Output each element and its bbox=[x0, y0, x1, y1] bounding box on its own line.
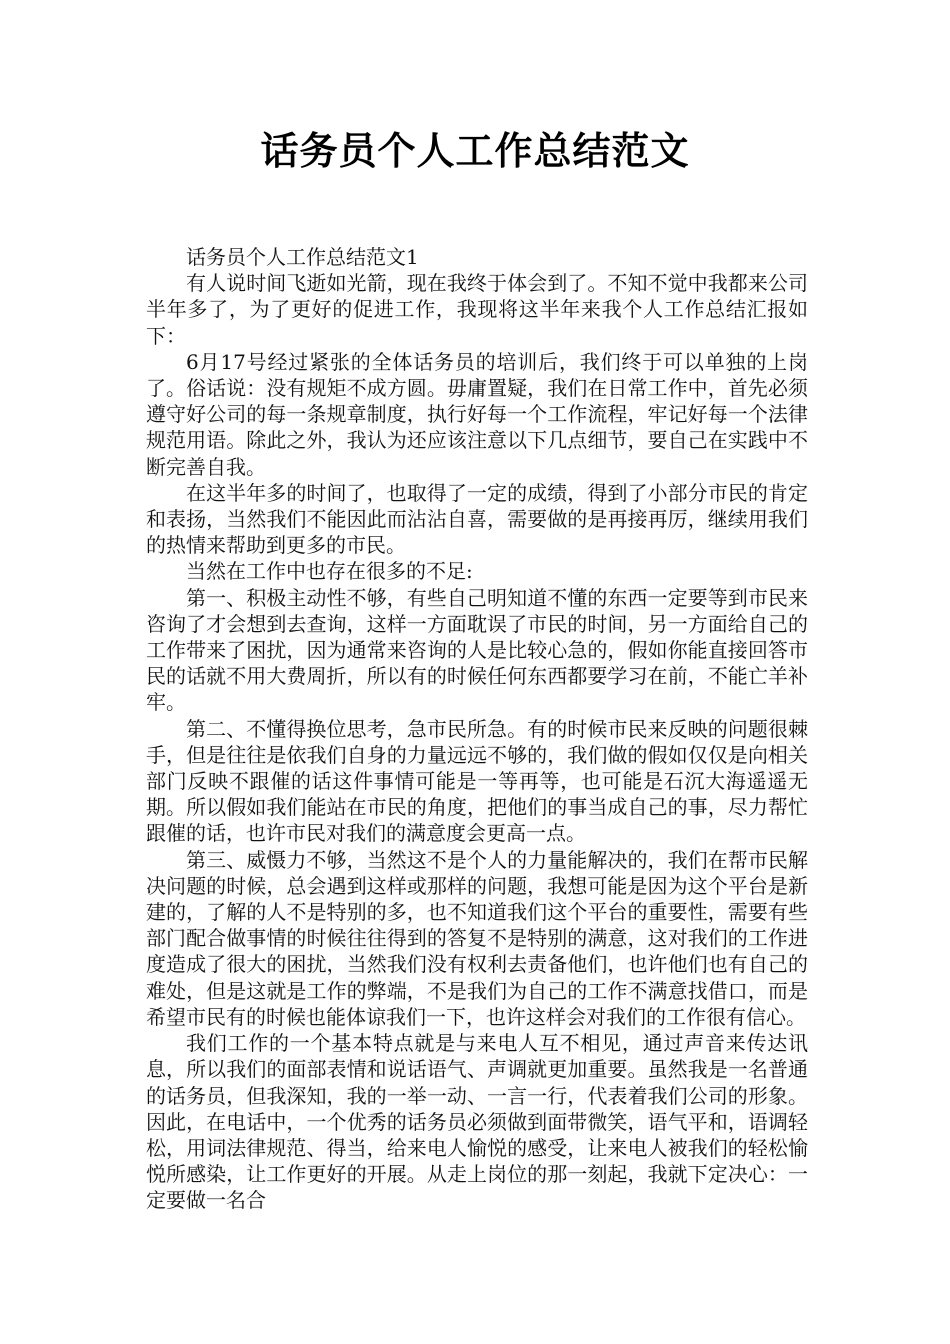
paragraph: 当然在工作中也存在很多的不足: bbox=[186, 559, 473, 584]
paragraph: 在这半年多的时间了，也取得了一定的成绩，得到了小部分市民的肯定和表扬，当然我们不能因此而沾沾自喜，需要做的是再接再厉，继续用我们的热情来帮助到更多的市民。 bbox=[146, 480, 808, 558]
document-body bbox=[146, 244, 808, 1214]
paragraph: 6月17号经过紧张的全体话务员的培训后，我们终于可以单独的上岗了。俗话说：没有规矩不成方圆。毋庸置疑，我们在日常工作中，首先必须遵守好公司的每一条规章制度，执行好每一个工作流程，牢记好每一个法律规范用语。除此之外，我认为还应该注意以下几点细节，要自己在实践中不断完善自我。 bbox=[146, 349, 808, 479]
paragraph: 第三、威慑力不够，当然这不是个人的力量能解决的，我们在帮市民解决问题的时候，总会遇到这样或那样的问题，我想可能是因为这个平台是新建的，了解的人不是特别的多，也不知道我们这个平台的重要性，需要有些部门配合做事情的时候往往得到的答复不是特别的满意，这对我们的工作进度造成了很大的困扰，当然我们没有权利去责备他们，也许他们也有自己的难处，但是这就是工作的弊端，不是我们为自己的工作不满意找借口，而是希望市民有的时候也能体谅我们一下，也许这样会对我们的工作很有信心。 bbox=[146, 847, 808, 1029]
paragraph: 有人说时间飞逝如光箭，现在我终于体会到了。不知不觉中我都来公司半年多了，为了更好的促进工作，我现将这半年来我个人工作总结汇报如下： bbox=[146, 271, 808, 348]
paragraph: 我们工作的一个基本特点就是与来电人互不相见，通过声音来传达讯息，所以我们的面部表情和说话语气、声调就更加重要。虽然我是一名普通的话务员，但我深知，我的一举一动、一言一行，代表着我们公司的形象。因此，在电话中，一个优秀的话务员必须做到面带微笑，语气平和，语调轻松，用词法律规范、得当，给来电人愉悦的感受，让来电人被我们的轻松愉悦所感染，让工作更好的开展。从走上岗位的那一刻起，我就下定决心：一定要做一名合 bbox=[146, 1031, 808, 1213]
paragraph: 第二、不懂得换位思考，急市民所急。有的时候市民来反映的问题很棘手，但是往往是依我们自身的力量远远不够的，我们做的假如仅仅是向相关部门反映不跟催的话这件事情可能是一等再等，也可能是石沉大海遥遥无期。所以假如我们能站在市民的角度，把他们的事当成自己的事，尽力帮忙跟催的话，也许市民对我们的满意度会更高一点。 bbox=[146, 716, 808, 846]
paragraph: 第一、积极主动性不够，有些自己明知道不懂的东西一定要等到市民来咨询了才会想到去查询，这样一方面耽误了市民的时间，另一方面给自己的工作带来了困扰，因为通常来咨询的人是比较心急的，假如你能直接回答市民的话就不用大费周折，所以有的时候任何东西都要学习在前，不能亡羊补牢。 bbox=[146, 585, 808, 715]
section-heading: 话务员个人工作总结范文1 bbox=[186, 245, 419, 269]
document-title: 话务员个人工作总结范文 bbox=[260, 129, 690, 173]
